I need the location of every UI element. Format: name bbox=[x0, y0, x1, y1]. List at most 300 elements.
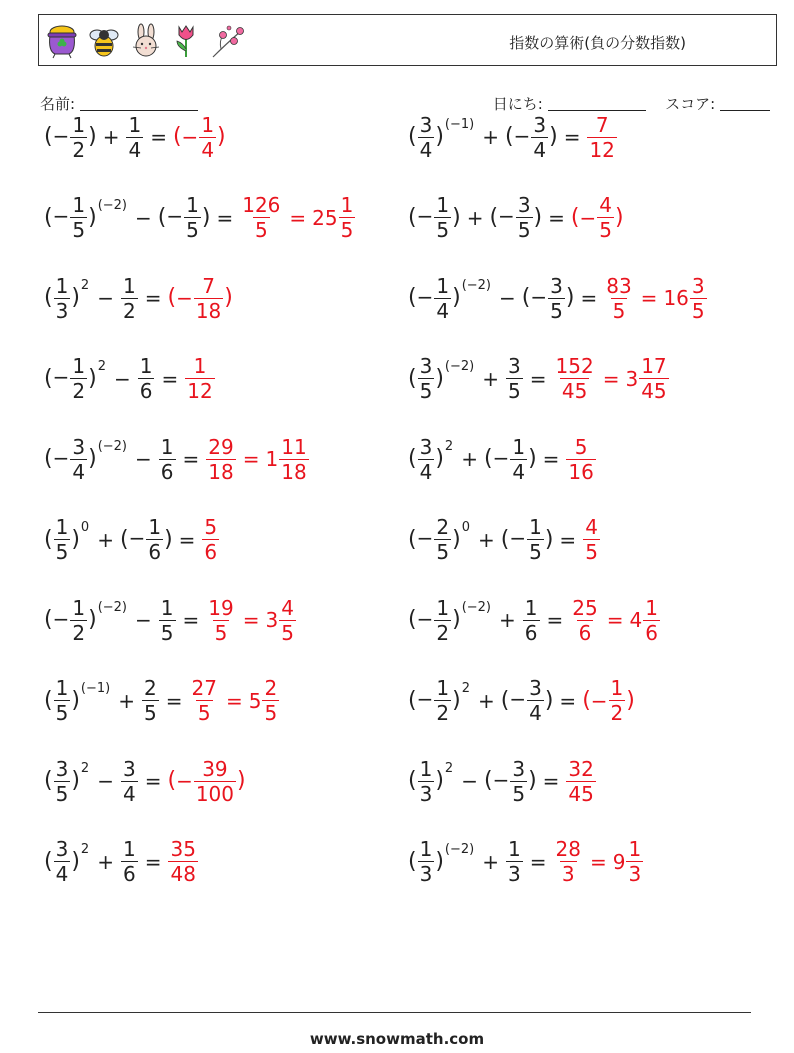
parenthesis: ) bbox=[452, 526, 461, 552]
minus-sign: − bbox=[52, 204, 70, 228]
exponent: 2 bbox=[444, 761, 454, 776]
numerator: 3 bbox=[122, 756, 136, 781]
whole-part: 4 bbox=[629, 608, 643, 632]
negative-fraction bbox=[182, 113, 218, 162]
fraction bbox=[417, 757, 436, 806]
answer-parenthesis: ( bbox=[570, 204, 580, 230]
parenthesis: ( bbox=[119, 526, 129, 552]
negative-fraction bbox=[493, 757, 529, 806]
fraction-stack bbox=[146, 515, 163, 564]
fraction bbox=[417, 354, 436, 403]
whole-part: 1 bbox=[265, 447, 279, 471]
fraction-stack bbox=[126, 113, 143, 162]
fraction bbox=[505, 837, 524, 886]
score-label: スコア: bbox=[665, 95, 716, 113]
fraction-stack bbox=[138, 354, 155, 403]
parenthesis: ) bbox=[528, 768, 537, 793]
numerator: 1 bbox=[419, 837, 433, 861]
answer-equals: = bbox=[289, 205, 307, 230]
minus-sign: − bbox=[416, 284, 434, 309]
numerator: 1 bbox=[148, 515, 162, 539]
operator: − bbox=[135, 608, 152, 632]
parenthesis: ) bbox=[435, 848, 444, 874]
numerator: 1 bbox=[72, 595, 86, 620]
fraction bbox=[582, 515, 601, 564]
numerator: 25 bbox=[572, 595, 598, 620]
numerator: 1 bbox=[72, 354, 86, 378]
denominator: 5 bbox=[436, 540, 450, 564]
negative-fraction bbox=[498, 193, 534, 242]
fraction bbox=[141, 676, 160, 725]
numerator: 3 bbox=[72, 434, 86, 459]
parenthesis: ( bbox=[408, 526, 417, 552]
numerator: 3 bbox=[419, 434, 433, 459]
denominator: 2 bbox=[72, 137, 86, 162]
minus-sign: − bbox=[513, 123, 531, 148]
parenthesis: ) bbox=[435, 446, 444, 471]
exponent: 2 bbox=[444, 439, 454, 454]
operator: + bbox=[477, 688, 495, 713]
fraction-stack bbox=[279, 435, 308, 484]
operator: = bbox=[580, 286, 598, 310]
mixed-number bbox=[663, 274, 707, 323]
mixed-number bbox=[312, 193, 356, 242]
numerator: 3 bbox=[419, 112, 433, 137]
fraction bbox=[638, 354, 669, 403]
denominator: 4 bbox=[533, 137, 547, 162]
denominator: 5 bbox=[264, 701, 278, 725]
fraction-stack bbox=[194, 757, 236, 806]
numerator: 2 bbox=[436, 515, 450, 539]
name-label: 名前: bbox=[40, 95, 76, 113]
negative-fraction bbox=[53, 113, 89, 162]
parenthesis: ) bbox=[544, 687, 554, 713]
header-icons bbox=[45, 22, 247, 60]
numerator: 1 bbox=[55, 676, 69, 700]
problem-item bbox=[44, 263, 233, 333]
fraction bbox=[505, 354, 524, 403]
operator: = bbox=[144, 849, 162, 874]
parenthesis: ( bbox=[408, 446, 417, 471]
operator: = bbox=[144, 769, 162, 793]
footer-rule bbox=[38, 1012, 751, 1013]
operator: = bbox=[178, 527, 196, 552]
numerator: 1 bbox=[55, 515, 69, 539]
denominator: 6 bbox=[204, 540, 218, 564]
fraction bbox=[603, 274, 634, 323]
date-label: 日にち: bbox=[492, 95, 543, 113]
operator: + bbox=[466, 205, 484, 230]
operator: + bbox=[482, 366, 499, 391]
numerator: 7 bbox=[595, 112, 609, 137]
fraction bbox=[553, 837, 584, 886]
fraction-stack bbox=[121, 274, 138, 323]
parenthesis: ( bbox=[44, 446, 53, 471]
fraction-stack bbox=[434, 596, 451, 645]
answer-equals: = bbox=[606, 608, 624, 632]
numerator: 1 bbox=[645, 595, 658, 620]
fraction-stack bbox=[70, 596, 87, 645]
operator: = bbox=[546, 608, 564, 632]
denominator: 2 bbox=[72, 620, 86, 645]
numerator: 1 bbox=[160, 595, 174, 620]
denominator: 18 bbox=[208, 459, 234, 484]
denominator: 5 bbox=[214, 620, 228, 645]
fraction-stack bbox=[418, 837, 435, 886]
parenthesis: ( bbox=[44, 204, 53, 230]
denominator: 2 bbox=[72, 379, 86, 403]
fraction bbox=[642, 596, 661, 645]
answer-parenthesis: ( bbox=[582, 687, 591, 713]
problem-item bbox=[44, 585, 297, 655]
fraction-stack bbox=[639, 354, 668, 403]
fraction bbox=[522, 596, 541, 645]
numerator: 1 bbox=[122, 837, 136, 861]
denominator: 5 bbox=[340, 218, 354, 242]
parenthesis: ) bbox=[88, 446, 97, 471]
fraction bbox=[120, 837, 139, 886]
denominator: 6 bbox=[578, 620, 592, 645]
numerator: 126 bbox=[242, 193, 281, 217]
problem-item bbox=[408, 263, 708, 333]
denominator: 5 bbox=[55, 781, 69, 806]
parenthesis: ( bbox=[44, 607, 53, 632]
denominator: 6 bbox=[524, 620, 538, 645]
numerator: 1 bbox=[628, 837, 642, 861]
fraction-stack bbox=[121, 837, 138, 886]
answer-parenthesis: ) bbox=[217, 124, 226, 149]
operator: = bbox=[150, 125, 167, 149]
parenthesis: ( bbox=[44, 526, 53, 552]
fraction-stack bbox=[583, 515, 600, 564]
parenthesis: ) bbox=[88, 365, 97, 391]
fraction bbox=[569, 596, 600, 645]
fraction-stack bbox=[690, 274, 707, 323]
fraction-stack bbox=[279, 596, 296, 645]
score-blank[interactable] bbox=[720, 95, 770, 111]
denominator: 5 bbox=[419, 379, 433, 403]
negative-fraction bbox=[53, 596, 89, 645]
denominator: 5 bbox=[254, 218, 268, 242]
fraction-stack bbox=[184, 193, 201, 242]
operator: + bbox=[102, 125, 120, 149]
numerator: 35 bbox=[170, 837, 196, 861]
minus-sign: − bbox=[416, 687, 434, 711]
parenthesis: ( bbox=[408, 124, 417, 149]
exponent: 2 bbox=[461, 680, 470, 696]
operator: = bbox=[559, 688, 577, 713]
fraction-stack bbox=[190, 676, 219, 725]
fraction-stack bbox=[70, 435, 87, 484]
minus-sign: − bbox=[128, 526, 146, 550]
negative-fraction bbox=[580, 193, 616, 242]
parenthesis: ) bbox=[71, 285, 80, 310]
fraction bbox=[189, 676, 220, 725]
fraction-stack bbox=[54, 757, 71, 806]
fraction-stack bbox=[159, 596, 176, 645]
parenthesis: ) bbox=[452, 204, 461, 230]
fraction bbox=[53, 515, 72, 564]
denominator: 6 bbox=[122, 862, 136, 886]
fraction-stack bbox=[434, 274, 451, 323]
whole-part: 5 bbox=[248, 688, 262, 713]
mixed-number bbox=[265, 435, 309, 484]
numerator: 1 bbox=[340, 193, 354, 217]
fraction bbox=[205, 435, 236, 484]
negative-fraction bbox=[591, 676, 627, 725]
denominator: 4 bbox=[55, 862, 69, 886]
parenthesis: ( bbox=[505, 124, 514, 149]
answer-parenthesis: ( bbox=[172, 124, 182, 149]
whole-part: 25 bbox=[312, 205, 338, 230]
numerator: 3 bbox=[419, 354, 433, 378]
operator: = bbox=[182, 447, 200, 471]
minus-sign: − bbox=[492, 445, 510, 470]
exponent: 0 bbox=[461, 519, 470, 535]
parenthesis: ) bbox=[71, 687, 80, 713]
fraction bbox=[125, 113, 144, 162]
numerator: 4 bbox=[281, 595, 294, 620]
negative-fraction bbox=[417, 676, 453, 725]
fraction-stack bbox=[609, 676, 626, 725]
parenthesis: ( bbox=[44, 285, 53, 310]
fraction bbox=[239, 193, 283, 242]
parenthesis: ) bbox=[452, 687, 461, 713]
answer-equals: = bbox=[225, 688, 243, 713]
fraction-stack bbox=[506, 354, 523, 403]
fraction-stack bbox=[54, 274, 71, 323]
parenthesis: ( bbox=[408, 687, 417, 713]
parenthesis: ( bbox=[408, 365, 417, 391]
denominator: 4 bbox=[512, 459, 526, 484]
exponent: (−2) bbox=[444, 841, 475, 857]
whole-part: 3 bbox=[625, 366, 639, 391]
minus-sign: − bbox=[530, 284, 548, 309]
operator: − bbox=[97, 769, 114, 793]
operator: = bbox=[563, 125, 581, 149]
minus-sign: − bbox=[509, 687, 527, 711]
denominator: 4 bbox=[529, 701, 542, 725]
operator: − bbox=[135, 447, 152, 471]
minus-sign: − bbox=[52, 365, 70, 389]
fraction-stack bbox=[54, 837, 71, 886]
numerator: 32 bbox=[568, 756, 594, 781]
fraction-stack bbox=[418, 354, 435, 403]
denominator: 6 bbox=[645, 620, 658, 645]
fraction bbox=[158, 596, 177, 645]
answer-equals: = bbox=[589, 849, 607, 874]
parenthesis: ) bbox=[164, 526, 173, 552]
parenthesis: ( bbox=[44, 365, 53, 391]
problem-item bbox=[408, 505, 601, 575]
answer-equals: = bbox=[242, 608, 260, 632]
fraction-stack bbox=[510, 435, 527, 484]
negative-fraction bbox=[509, 676, 545, 725]
parenthesis: ) bbox=[435, 768, 444, 793]
operator: = bbox=[144, 286, 162, 310]
minus-sign: − bbox=[498, 204, 515, 228]
flower-sprig-icon bbox=[209, 23, 247, 59]
bunny-icon bbox=[129, 23, 163, 59]
operator: = bbox=[165, 688, 183, 713]
operator: + bbox=[499, 608, 516, 632]
problem-item bbox=[44, 102, 226, 172]
numerator: 1 bbox=[201, 112, 215, 137]
negative-fraction bbox=[417, 596, 453, 645]
fraction bbox=[201, 515, 220, 564]
denominator: 3 bbox=[628, 862, 642, 886]
denominator: 100 bbox=[195, 781, 235, 806]
whole-part: 3 bbox=[265, 608, 279, 632]
numerator: 1 bbox=[529, 515, 542, 539]
numerator: 1 bbox=[122, 273, 136, 298]
fraction bbox=[565, 435, 596, 484]
parenthesis: ( bbox=[157, 204, 167, 230]
numerator: 1 bbox=[512, 434, 526, 459]
denominator: 5 bbox=[508, 379, 521, 403]
fraction-stack bbox=[587, 113, 616, 162]
parenthesis: ) bbox=[452, 607, 461, 632]
negative-fraction bbox=[417, 274, 453, 323]
fraction-stack bbox=[527, 676, 544, 725]
parenthesis: ) bbox=[88, 124, 97, 149]
numerator: 3 bbox=[529, 676, 542, 700]
numerator: 3 bbox=[691, 273, 705, 298]
whole-part: 16 bbox=[663, 286, 689, 310]
parenthesis: ( bbox=[408, 607, 417, 632]
parenthesis: ( bbox=[408, 848, 417, 874]
problem-item bbox=[44, 505, 220, 575]
numerator: 1 bbox=[610, 676, 624, 700]
answer-parenthesis: ( bbox=[167, 768, 177, 793]
answer-parenthesis: ) bbox=[626, 687, 635, 713]
fraction-stack bbox=[70, 113, 87, 162]
denominator: 5 bbox=[197, 701, 211, 725]
fraction-stack bbox=[434, 515, 451, 564]
negative-fraction bbox=[417, 193, 453, 242]
negative-fraction bbox=[176, 274, 224, 323]
operator: + bbox=[461, 447, 478, 471]
minus-sign: − bbox=[52, 445, 70, 470]
negative-fraction bbox=[509, 515, 545, 564]
operator: = bbox=[529, 849, 547, 874]
fraction-stack bbox=[597, 193, 614, 242]
problem-item bbox=[44, 666, 280, 736]
denominator: 5 bbox=[529, 540, 542, 564]
denominator: 4 bbox=[419, 459, 433, 484]
fraction-stack bbox=[516, 193, 533, 242]
parenthesis: ( bbox=[489, 204, 499, 230]
numerator: 3 bbox=[512, 756, 526, 781]
parenthesis: ) bbox=[452, 285, 461, 310]
minus-sign: − bbox=[181, 125, 199, 149]
minus-sign: − bbox=[166, 204, 184, 228]
numerator: 1 bbox=[436, 273, 450, 298]
minus-sign: − bbox=[176, 286, 193, 310]
fraction bbox=[553, 354, 597, 403]
fraction bbox=[53, 837, 72, 886]
exponent: (−2) bbox=[444, 358, 475, 374]
mixed-number bbox=[249, 676, 280, 725]
denominator: 5 bbox=[691, 298, 705, 323]
numerator: 3 bbox=[550, 273, 563, 298]
footer-url: www.snowmath.com bbox=[309, 1030, 485, 1048]
operator: = bbox=[529, 366, 547, 391]
answer-parenthesis: ( bbox=[167, 285, 177, 310]
exponent: 0 bbox=[80, 519, 90, 535]
operator: = bbox=[161, 366, 179, 391]
operator: − bbox=[499, 286, 516, 310]
fraction bbox=[417, 435, 436, 484]
operator: = bbox=[548, 205, 565, 230]
operator: + bbox=[482, 849, 499, 874]
minus-sign: − bbox=[579, 205, 597, 230]
fraction bbox=[137, 354, 156, 403]
negative-fraction bbox=[493, 435, 529, 484]
fraction bbox=[278, 596, 297, 645]
fraction-stack bbox=[70, 193, 87, 242]
parenthesis: ) bbox=[533, 204, 543, 230]
parenthesis: ) bbox=[565, 285, 575, 310]
minus-sign: − bbox=[416, 526, 434, 550]
numerator: 1 bbox=[524, 595, 538, 620]
exponent: 2 bbox=[97, 358, 106, 374]
denominator: 18 bbox=[195, 298, 222, 323]
denominator: 5 bbox=[281, 620, 294, 645]
exponent: 2 bbox=[80, 841, 90, 857]
problem-item bbox=[44, 424, 310, 494]
denominator: 4 bbox=[436, 298, 450, 323]
fraction bbox=[53, 676, 72, 725]
fraction-stack bbox=[643, 596, 660, 645]
mixed-number bbox=[629, 596, 660, 645]
fraction-stack bbox=[626, 837, 643, 886]
negative-fraction bbox=[166, 193, 202, 242]
fraction-stack bbox=[70, 354, 87, 403]
denominator: 3 bbox=[508, 862, 521, 886]
fraction-stack bbox=[206, 596, 235, 645]
answer-parenthesis: ) bbox=[224, 285, 233, 310]
parenthesis: ) bbox=[71, 526, 80, 552]
fraction-stack bbox=[418, 435, 435, 484]
fraction bbox=[120, 757, 139, 806]
numerator: 1 bbox=[186, 193, 199, 217]
denominator: 4 bbox=[122, 781, 136, 806]
problem-item bbox=[408, 827, 644, 897]
negative-fraction bbox=[53, 193, 89, 242]
negative-fraction bbox=[530, 274, 566, 323]
fraction-stack bbox=[262, 676, 279, 725]
exponent: 2 bbox=[80, 761, 90, 776]
denominator: 16 bbox=[568, 459, 594, 484]
fraction-stack bbox=[554, 837, 583, 886]
fraction-stack bbox=[527, 515, 544, 564]
fraction bbox=[53, 274, 72, 323]
denominator: 5 bbox=[550, 298, 563, 323]
parenthesis: ( bbox=[408, 204, 417, 230]
numerator: 1 bbox=[193, 354, 207, 378]
operator: − bbox=[461, 769, 478, 793]
exponent: (−2) bbox=[97, 439, 127, 454]
fraction bbox=[167, 837, 198, 886]
parenthesis: ) bbox=[435, 124, 444, 149]
numerator: 28 bbox=[555, 837, 581, 861]
parenthesis: ( bbox=[44, 687, 53, 713]
operator: = bbox=[182, 608, 200, 632]
operator: + bbox=[97, 527, 114, 552]
numerator: 7 bbox=[202, 273, 215, 298]
numerator: 1 bbox=[55, 273, 69, 298]
